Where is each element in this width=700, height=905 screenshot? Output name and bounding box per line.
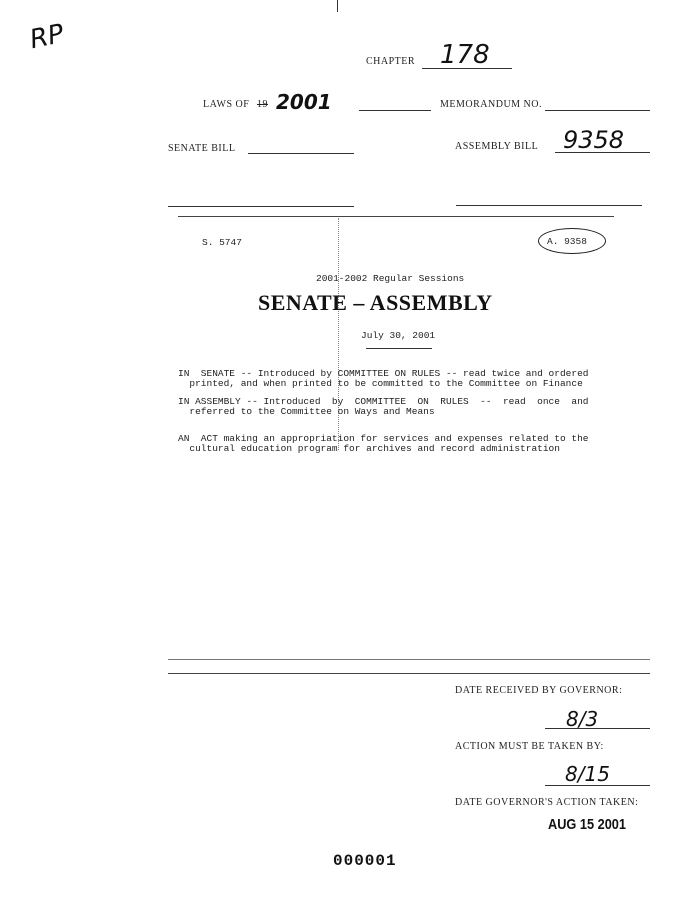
bill-date: July 30, 2001 [361,330,436,341]
date-received-label: DATE RECEIVED BY GOVERNOR: [455,685,623,696]
memorandum-label: MEMORANDUM NO. [440,99,543,110]
chapter-underline [422,68,512,69]
assembly-bill-underline [555,152,650,153]
action-taken-stamp: AUG 15 2001 [548,816,626,833]
top-edge-mark [337,0,338,12]
chapter-label: CHAPTER [366,56,416,67]
senate-bill-number: S. 5747 [202,237,242,248]
session-text: 2001-2002 Regular Sessions [316,273,465,284]
act-line-1: AN ACT making an appropriation for services and expenses related to the [178,433,589,444]
date-received-value: 8/3 [566,707,599,731]
senate-extra-blank [168,206,354,207]
bottom-rule-2 [168,673,650,674]
laws-of-label: LAWS OF [203,99,250,110]
assembly-intro-line-2: referred to the Committee on Ways and Means [178,406,435,417]
assembly-bill-label: ASSEMBLY BILL [455,141,539,152]
laws-of-blank [359,110,431,111]
bill-top-rule [178,216,614,217]
senate-bill-label: SENATE BILL [168,143,236,154]
date-received-underline [545,728,650,729]
action-taken-label: DATE GOVERNOR'S ACTION TAKEN: [455,797,639,808]
action-must-label: ACTION MUST BE TAKEN BY: [455,741,604,752]
page-number: 000001 [333,852,397,870]
corner-initials: RP [27,18,67,56]
chapter-number: 178 [440,40,490,70]
bill-title: SENATE – ASSEMBLY [258,290,493,315]
action-must-value: 8/15 [565,762,610,786]
memorandum-blank [545,110,650,111]
assembly-bill-circled-number: A. 9358 [547,236,587,247]
assembly-extra-blank [456,205,642,206]
senate-bill-blank [248,153,354,154]
action-must-underline [545,785,650,786]
senate-intro-line-2: printed, and when printed to be committed to the Committee on Finance [178,378,583,389]
assembly-bill-number: 9358 [563,126,625,154]
act-line-2: cultural education program for archives and record administration [178,443,560,454]
bottom-rule-1 [168,659,650,660]
date-underline [366,348,432,349]
laws-of-struck-year: 19 [257,99,268,110]
assembly-intro-line-1: IN ASSEMBLY -- Introduced by COMMITTEE ON RULES -- read once and [178,396,589,407]
laws-of-year: 2001 [276,90,332,114]
senate-intro-line-1: IN SENATE -- Introduced by COMMITTEE ON RULES -- read twice and ordered [178,368,589,379]
